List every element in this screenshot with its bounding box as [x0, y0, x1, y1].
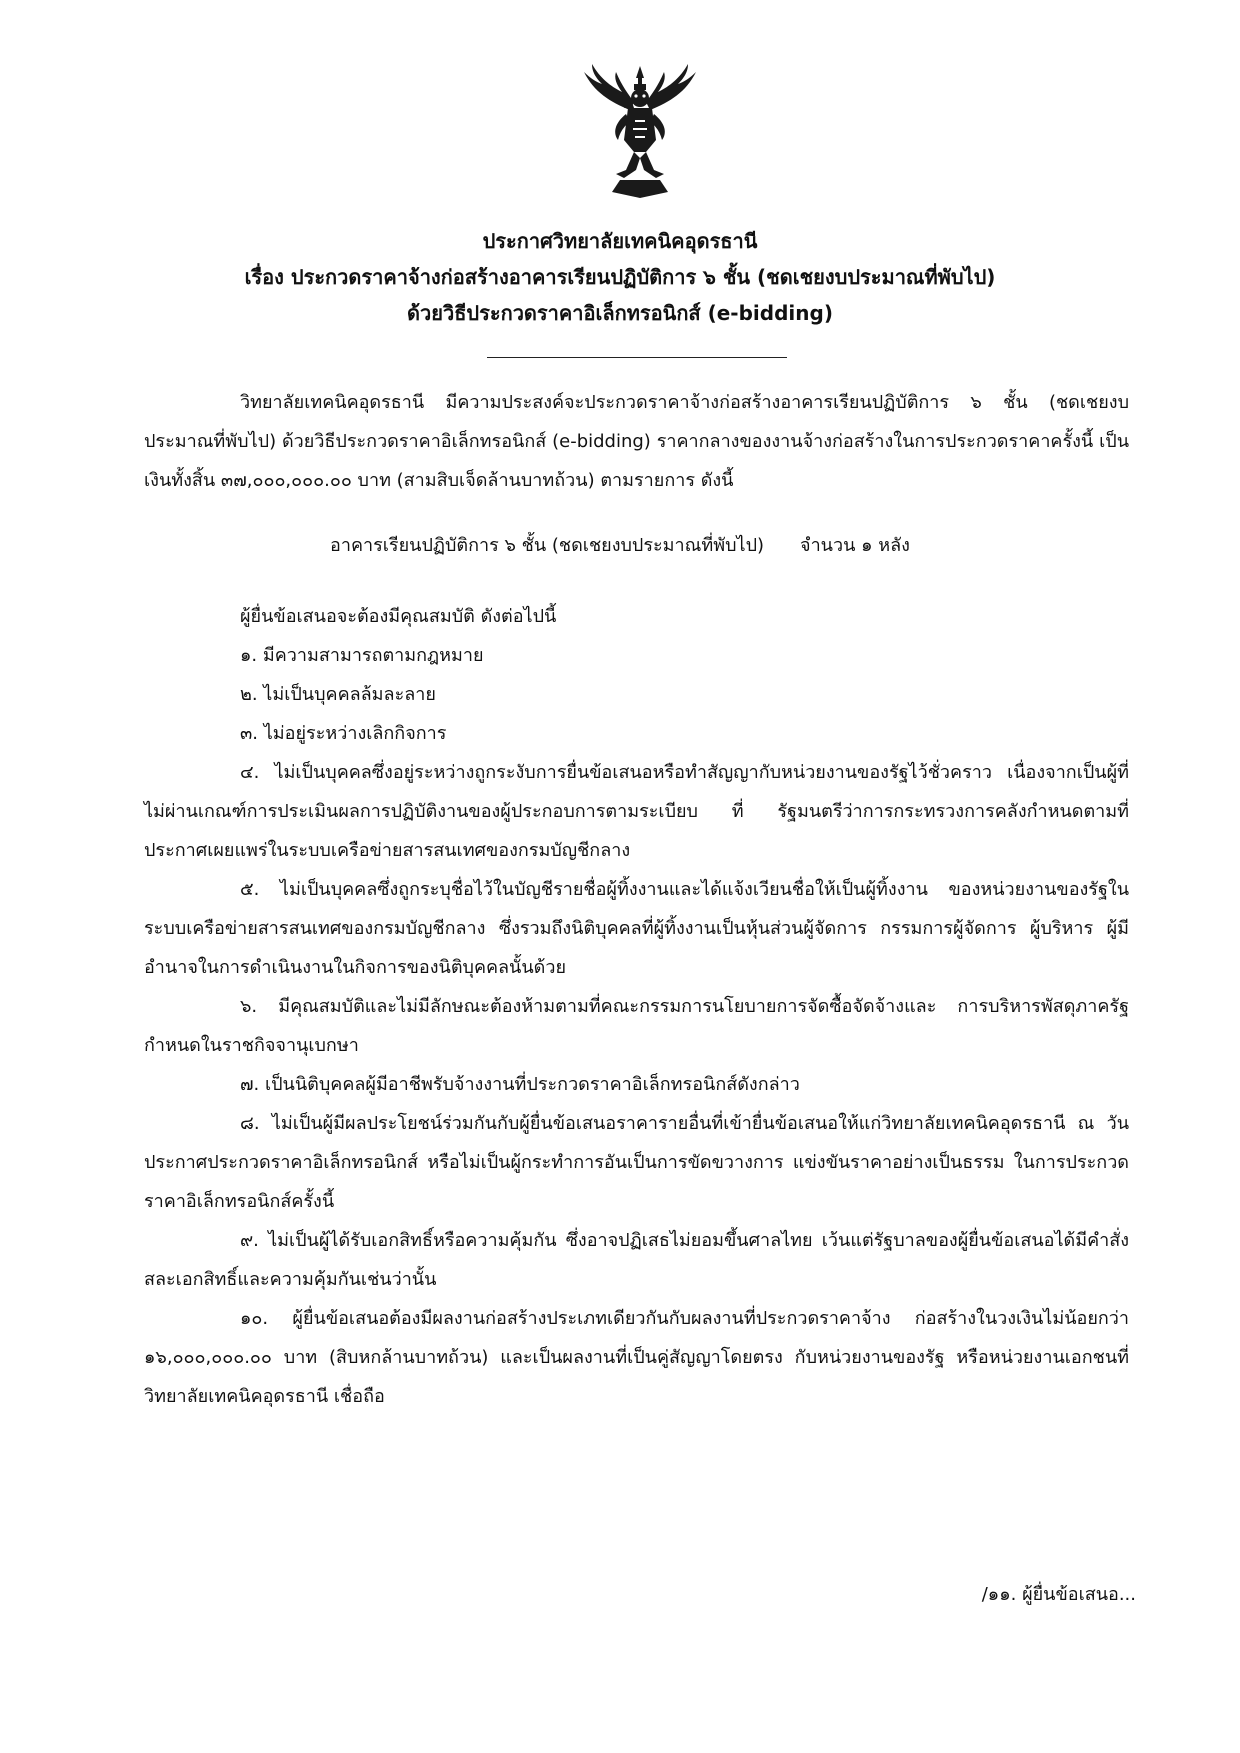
announcement-method: ด้วยวิธีประกวดราคาอิเล็กทรอนิกส์ (e-bidding) — [407, 301, 833, 325]
announcement-header — [0, 223, 1240, 331]
announcement-subject: เรื่อง ประกวดราคาจ้างก่อสร้างอาคารเรียนปฏิบัติการ ๖ ชั้น (ชดเชยงบประมาณที่พับไป) — [244, 265, 996, 289]
list-item: ๗. เป็นนิติบุคคลผู้มีอาชีพรับจ้างงานที่ประกวดราคาอิเล็กทรอนิกส์ดังกล่าว — [240, 1074, 800, 1095]
intro-text: วิทยาลัยเทคนิคอุดรธานี มีความประสงค์จะประกวดราคาจ้างก่อสร้างอาคารเรียนปฏิบัติการ ๖ ชั้น (ชดเชยงบประมาณที่พับไป) ด้วยวิธีประกวดราคาอิเล็กทรอนิกส์ (e-bidding) ราคากลางของงานจ้างก่อสร้างในการประกวดราคาครั้งนี้ เป็นเงินทั้งสิ้น ๓๗,๐๐๐,๐๐๐.๐๐ บาท (สามสิบเจ็ดล้านบาทถ้วน) ตามรายการ ดังนี้ — [144, 392, 1129, 491]
list-item: ๒. ไม่เป็นบุคคลล้มละลาย — [240, 684, 436, 705]
list-item: ๖. มีคุณสมบัติและไม่มีลักษณะต้องห้ามตามที่คณะกรรมการนโยบายการจัดซื้อจัดจ้างและ การบริหารพัสดุภาครัฐกำหนดในราชกิจจานุเบกษา — [144, 996, 1129, 1056]
announcement-title: ประกาศวิทยาลัยเทคนิคอุดรธานี — [482, 229, 758, 253]
item-name: อาคารเรียนปฏิบัติการ ๖ ชั้น (ชดเชยงบประมาณที่พับไป) — [330, 535, 765, 556]
list-item: ๑๐. ผู้ยื่นข้อเสนอต้องมีผลงานก่อสร้างประเภทเดียวกันกับผลงานที่ประกวดราคาจ้าง ก่อสร้างในวงเงินไม่น้อยกว่า ๑๖,๐๐๐,๐๐๐.๐๐ บาท (สิบหกล้านบาทถ้วน) และเป็นผลงานที่เป็นคู่สัญญาโดยตรง กับหน่วยงานของรัฐ หรือหน่วยงานเอกชนที่ วิทยาลัยเทคนิคอุดรธานี เชื่อถือ — [144, 1308, 1129, 1407]
list-item: ๓. ไม่อยู่ระหว่างเลิกกิจการ — [240, 723, 447, 744]
list-item: ๑. มีความสามารถตามกฎหมาย — [240, 645, 484, 666]
qualifications-list — [144, 597, 1129, 1416]
header-divider — [487, 357, 787, 358]
list-item: ๕. ไม่เป็นบุคคลซึ่งถูกระบุชื่อไว้ในบัญชีรายชื่อผู้ทิ้งงานและได้แจ้งเวียนชื่อให้เป็นผู้ทิ้งงาน ของหน่วยงานของรัฐในระบบเครือข่ายสารสนเทศของกรมบัญชีกลาง ซึ่งรวมถึงนิติบุคคลที่ผู้ทิ้งงานเป็นหุ้นส่วนผู้จัดการ กรรมการผู้จัดการ ผู้บริหาร ผู้มีอำนาจในการดำเนินงานในกิจการของนิติบุคคลนั้นด้วย — [144, 879, 1129, 978]
list-item: ๘. ไม่เป็นผู้มีผลประโยชน์ร่วมกันกับผู้ยื่นข้อเสนอราคารายอื่นที่เข้ายื่นข้อเสนอให้แก่วิทยาลัยเทคนิคอุดรธานี ณ วันประกาศประกวดราคาอิเล็กทรอนิกส์ หรือไม่เป็นผู้กระทำการอันเป็นการขัดขวางการ แข่งขันราคาอย่างเป็นธรรม ในการประกวดราคาอิเล็กทรอนิกส์ครั้งนี้ — [144, 1113, 1129, 1212]
list-item: ๔. ไม่เป็นบุคคลซึ่งอยู่ระหว่างถูกระงับการยื่นข้อเสนอหรือทำสัญญากับหน่วยงานของรัฐไว้ชั่วคราว เนื่องจากเป็นผู้ที่ไม่ผ่านเกณฑ์การประเมินผลการปฏิบัติงานของผู้ประกอบการตามระเบียบ ที่ รัฐมนตรีว่าการกระทรวงการคลังกำหนดตามที่ประกาศเผยแพร่ในระบบเครือข่ายสารสนเทศของกรมบัญชีกลาง — [144, 762, 1129, 861]
qualifications-heading: ผู้ยื่นข้อเสนอจะต้องมีคุณสมบัติ ดังต่อไปนี้ — [240, 606, 557, 627]
procurement-item — [0, 526, 1240, 565]
garuda-emblem-icon — [580, 62, 700, 200]
item-quantity: จำนวน ๑ หลัง — [800, 535, 910, 556]
list-item: ๙. ไม่เป็นผู้ได้รับเอกสิทธิ์หรือความคุ้มกัน ซึ่งอาจปฏิเสธไม่ยอมขึ้นศาลไทย เว้นแต่รัฐบาลของผู้ยื่นข้อเสนอได้มีคำสั่งสละเอกสิทธิ์และความคุ้มกันเช่นว่านั้น — [144, 1230, 1129, 1290]
intro-paragraph — [144, 383, 1129, 500]
continuation-note: /๑๑. ผู้ยื่นข้อเสนอ... — [981, 1584, 1136, 1605]
